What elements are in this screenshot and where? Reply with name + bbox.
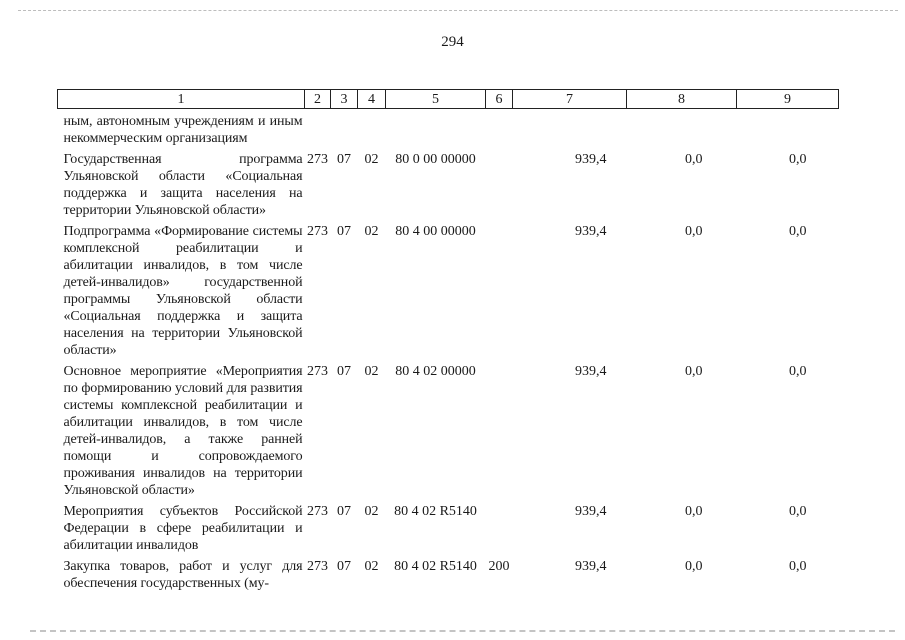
column-header-5: 5 — [386, 90, 486, 109]
row-expense-type — [486, 147, 513, 219]
row-subsection-code: 02 — [364, 559, 379, 574]
column-header-2: 2 — [305, 90, 331, 109]
row-amount-col7: 939,4 — [575, 152, 607, 167]
column-header-7: 7 — [513, 90, 627, 109]
table-row — [58, 359, 839, 499]
row-amount-col7: 939,4 — [575, 504, 607, 519]
page-number: 294 — [441, 34, 464, 50]
row-amount-col9: 0,0 — [789, 364, 807, 379]
row-target-article — [386, 109, 486, 148]
row-name: Закупка товаров, работ и услуг для обеспечения государственных (му- — [63, 559, 303, 591]
row-name: Подпрограмма «Формирование системы комплексной реабилитации и абилитации инвалидов, в том числе детей-инвалидов» государственной программы Ульяновской области «Социальная поддержка и защита населения на территории Ульяновской области» — [63, 224, 303, 358]
row-amount-col7 — [513, 109, 627, 148]
column-header-6: 6 — [486, 90, 513, 109]
column-header-9: 9 — [737, 90, 839, 109]
row-section-code: 07 — [337, 152, 351, 167]
row-amount-col8: 0,0 — [685, 559, 703, 574]
row-amount-col9: 0,0 — [789, 224, 807, 239]
table-row — [58, 109, 839, 148]
column-header-8: 8 — [627, 90, 737, 109]
row-section-code: 07 — [337, 504, 351, 519]
row-subsection-code: 02 — [364, 364, 379, 379]
row-amount-col8: 0,0 — [685, 364, 703, 379]
row-subsection-code: 02 — [364, 224, 379, 239]
row-name: Государственная программа Ульяновской области «Социальная поддержка и защита населения на территории Ульяновской области» — [63, 152, 303, 218]
row-name: Мероприятия субъектов Российской Федерации в сфере реабилитации и абилитации инвалидов — [63, 504, 303, 553]
budget-table — [57, 89, 839, 592]
row-expense-type — [486, 109, 513, 148]
scan-edge-top — [18, 10, 898, 11]
row-subsection-code: 02 — [364, 504, 379, 519]
row-amount-col9 — [737, 109, 839, 148]
table-row — [58, 147, 839, 219]
table-row — [58, 499, 839, 554]
row-amount-col9: 0,0 — [789, 504, 807, 519]
row-expense-type — [486, 359, 513, 499]
row-target-article: 80 4 02 R5140 — [394, 504, 477, 519]
row-expense-type — [486, 219, 513, 359]
row-ministry-code: 273 — [307, 559, 328, 574]
row-section-code — [331, 109, 358, 148]
row-section-code: 07 — [337, 224, 351, 239]
row-amount-col8: 0,0 — [685, 504, 703, 519]
scan-edge-bottom — [30, 630, 895, 632]
row-amount-col9: 0,0 — [789, 559, 807, 574]
row-amount-col7: 939,4 — [575, 364, 607, 379]
column-header-3: 3 — [331, 90, 358, 109]
row-amount-col7: 939,4 — [575, 559, 607, 574]
table-header-row — [58, 90, 839, 109]
row-ministry-code: 273 — [307, 504, 328, 519]
row-subsection-code: 02 — [364, 152, 379, 167]
row-ministry-code: 273 — [307, 224, 328, 239]
row-amount-col8: 0,0 — [685, 224, 703, 239]
row-target-article: 80 4 00 00000 — [395, 224, 476, 239]
row-expense-type — [486, 499, 513, 554]
row-amount-col7: 939,4 — [575, 224, 607, 239]
table-row — [58, 554, 839, 592]
row-amount-col8 — [627, 109, 737, 148]
row-target-article: 80 4 02 00000 — [395, 364, 476, 379]
row-name: ным, автономным учреждениям и иным некоммерческим организациям — [63, 114, 303, 146]
row-ministry-code: 273 — [307, 152, 328, 167]
column-header-4: 4 — [358, 90, 386, 109]
row-amount-col8: 0,0 — [685, 152, 703, 167]
row-target-article: 80 4 02 R5140 — [394, 559, 477, 574]
row-target-article: 80 0 00 00000 — [395, 152, 476, 167]
row-amount-col9: 0,0 — [789, 152, 807, 167]
row-ministry-code: 273 — [307, 364, 328, 379]
row-expense-type: 200 — [488, 559, 510, 574]
row-section-code: 07 — [337, 559, 351, 574]
row-ministry-code — [305, 109, 331, 148]
column-header-1: 1 — [58, 90, 305, 109]
table-row — [58, 219, 839, 359]
row-name: Основное мероприятие «Мероприятия по формированию условий для развития системы комплексной реабилитации и абилитации инвалидов, в том числе детей-инвалидов, а также ранней помощи и сопровождаемого проживания инвалидов на территории Ульяновской области» — [63, 364, 303, 498]
row-subsection-code — [358, 109, 386, 148]
row-section-code: 07 — [337, 364, 351, 379]
